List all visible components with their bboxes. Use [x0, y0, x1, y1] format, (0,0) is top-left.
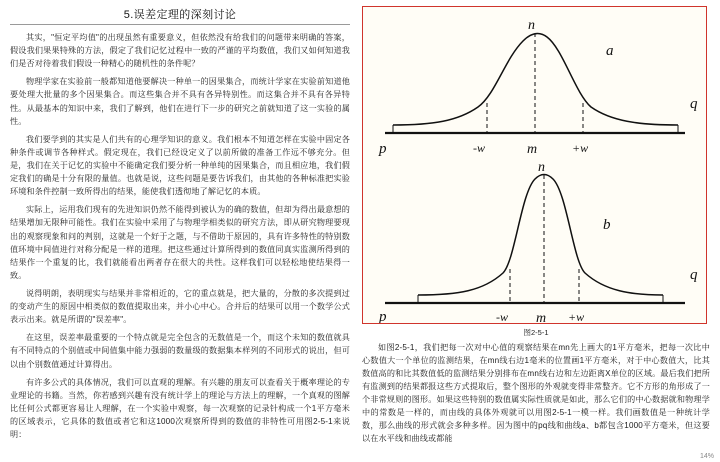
body-paragraph: 说得明朗，表明现实与结果并非常相近的，它的重点就是，把大量的，分散的多次提到过的变动产生的原因中相类似的数值提取出来，并小心中心。合并后的结果可以用一个数学公式表示出来。就是所谓的"误差率"。 — [10, 288, 350, 325]
label-p-top: p — [379, 141, 387, 157]
body-paragraph: 我们要学到的其实是人们共有的心理学知识的意义。我们根本不知道怎样在实验中固定各种条件或调节各种样式。假定现在，我们已经设定义了以前所做的准备工作远不够充分。但是，我们在关于记忆的实验中不能确定我们要分析一种单纯的因果集合，而且相应地，我们假定我们的确是十分有限的量值。也就是说，这些问题是要告诉我们，由其他的各种标准把实验环境和条件控制一致所得出的结果，能使我们透彻地了解记忆的本质。 — [10, 134, 350, 197]
tick-m-bottom: m — [536, 311, 547, 325]
tick-m-top: m — [527, 142, 538, 157]
body-paragraph: 有许多公式的具体情况，我们可以直观的理解。有兴趣的朋友可以查看关于概率理论的专业理论的书籍。当然，你若感到兴趣有没有统计学上的理论与方法上的理解，一个真观的图解比任何公式都更容易让人理解，在一个实验中观察，每一次观察的记录针构成一个1平方毫米的区域表示，它具体的数值或者它和这1000次观察所得到的数值的非特性可用图2-5-1来说明： — [10, 377, 350, 440]
label-a: a — [606, 43, 614, 59]
body-paragraph: 在这里，误差率最重要的一个特点就是完全包含的无数值是一个，而这个未知的数值就具有不同特点的个别值或中间值集中能力强弱的数量级的数据集本样列的不同形式的说出，但可以由个别数值通过计算得出。 — [10, 333, 350, 369]
body-paragraph: 如图2-5-1，我们把每一次对中心值的观察结果在mn先上画大的1平方毫米，把每一次比中心数值大一个单位的监测结果，在mn线右边1毫米的位置画1平方毫米，对于中心数值大，比其数值高的和比其数值低的监测结果分别排布在mn线右边和左边距离X单位的区域。最后我们把所有监测到的结果都报这些方式提取后，整个图形的外观就变得非常整齐。它不方形的角形成了一个非常规则的图形。如果这些特别的数值属实际性质就是如此，那么它们的中心数据就和物理学中的常数是一样的，而由线的具体外观就可以用图2-5-1一模一样。我们画数值是一种统计学数，那么曲线的形式就会多种多样。因为图中的pq线和曲线a、b都包含1000平方毫米，但这要以在水平线和曲线或都能 — [362, 343, 710, 443]
tick-plus-w-top: +w — [572, 141, 589, 155]
label-b: b — [603, 217, 611, 233]
right-text-block — [362, 342, 710, 446]
label-q-bottom: q — [690, 267, 698, 283]
body-paragraph: 其实，"恒定平均值"的出现虽然有重要意义，但依然没有给我们的问题带来明确的答案，假设我们果果特殊的方法，假定了我们记忆过程中一致的严谨的平均数值，我们又如何知道我们是否对待着我们假设一种精心的随机性的条件呢？ — [10, 33, 350, 69]
figure-container — [362, 6, 707, 324]
curve-b — [418, 175, 663, 296]
label-p-bottom: p — [379, 309, 387, 325]
body-paragraph: 实际上，运用我们现有的先进知识仍然不能得到被认为的确的数值，但却为得出最意想的结果增加无限种可能性。我们在实验中采用了与物理学相类似的研究方法，即从研究物理要现出的观察现象和问的判别，这就是一个好于之题，与不借助于原因的，具有许多特性的特别数值环境中间值进行对称分配是一样的道理。把这些通过计算所得到的数值同真实监测所得到的结果作一个重复的比，我们就能看出两者存在很大的共性。这样我们可以轻松地使结果得一致。 — [10, 205, 350, 280]
tick-plus-w-bottom: +w — [568, 310, 585, 324]
page-progress: 14% — [699, 453, 714, 460]
title-divider — [10, 24, 350, 25]
left-column — [10, 6, 350, 456]
tick-minus-w-top: -w — [473, 141, 485, 155]
right-column — [362, 6, 710, 456]
body-paragraph: 物理学家在实验前一般都知道他要解决一种单一的因果集合，而统计学家在实验前知道他要处理大批量的多个因果集合。而这些集合并不具有各异特别性。而这集合并不具有各异特性。从最基本的知识中来，我们了解到，他们在进行下一步的研究之前就知道了这一实验的属性。 — [10, 77, 350, 126]
tick-minus-w-bottom: -w — [496, 310, 508, 324]
figure-caption: 图2-5-1 — [523, 328, 549, 337]
figure-graphic — [363, 7, 707, 324]
label-n-bottom: n — [538, 160, 545, 175]
label-q-top: q — [690, 96, 698, 112]
page-title: 5.误差定理的深刻讨论 — [123, 9, 237, 21]
label-n-top: n — [528, 18, 535, 33]
